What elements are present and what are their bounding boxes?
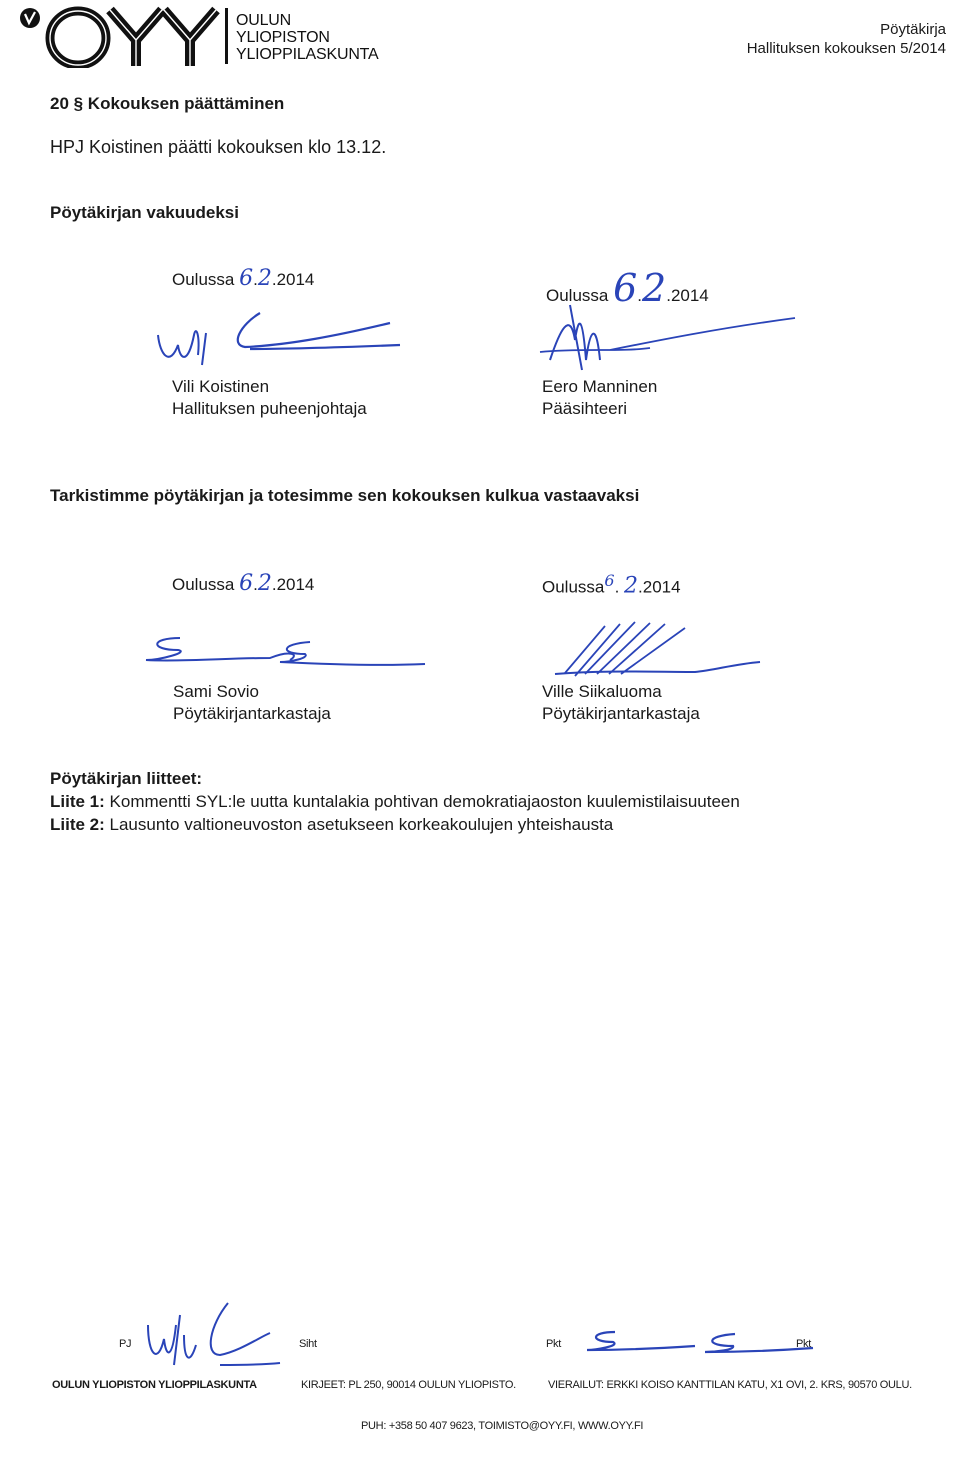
doc-header [747, 20, 946, 58]
signature-siikaluoma [545, 618, 765, 680]
signer-role: Pöytäkirjantarkastaja [173, 704, 331, 723]
signer-name: Eero Manninen [542, 377, 658, 396]
attachment-label: Liite 2: [50, 815, 105, 834]
year: .2014 [271, 270, 315, 289]
handwritten-day: 6 [604, 571, 615, 590]
confirm-title: Pöytäkirjan vakuudeksi [50, 203, 239, 222]
place: Oulussa [542, 577, 605, 597]
check-title: Tarkistimme pöytäkirjan ja totesimme sen kokouksen kulkua vastaavaksi [50, 486, 640, 505]
org-line-1: OULUN [236, 12, 292, 29]
signature-sovio [140, 630, 430, 675]
section-title: 20 § Kokouksen päättäminen [50, 94, 285, 113]
attachments-title: Pöytäkirjan liitteet: [50, 769, 203, 788]
pkt-label-1: Pkt [546, 1338, 561, 1350]
place-date-4: Oulussa6. 2.2014 [542, 571, 681, 599]
signer-name: Vili Koistinen [172, 377, 270, 396]
handwritten-month: 2 [257, 266, 272, 291]
pj-label: PJ [119, 1338, 132, 1350]
place-date-3: Oulussa 6.2.2014 [172, 571, 315, 596]
handwritten-month: 2 [642, 266, 667, 310]
place: Oulussa [172, 270, 235, 289]
place-date-1: Oulussa 6.2.2014 [172, 266, 315, 291]
oyy-logo [18, 4, 223, 68]
section-text: HPJ Koistinen päätti kokouksen klo 13.12. [50, 137, 387, 157]
attachment-text: Lausunto valtioneuvoston asetukseen korkeakoulujen yhteishausta [104, 815, 614, 834]
signer-block-1 [172, 376, 367, 420]
logo-divider [225, 8, 228, 64]
year: .2014 [638, 577, 681, 597]
signer-role: Hallituksen puheenjohtaja [172, 399, 367, 418]
attachment-2 [50, 813, 740, 836]
footer-org: OULUN YLIOPISTON YLIOPPILASKUNTA [52, 1379, 257, 1391]
attachment-text: Kommentti SYL:le uutta kuntalakia pohtivan demokratiajaoston kuulemistilaisuuteen [104, 792, 740, 811]
attachment-label: Liite 1: [50, 792, 105, 811]
siht-label: Siht [299, 1338, 317, 1350]
initials-pj [140, 1295, 290, 1375]
signer-block-4 [542, 681, 700, 725]
place-date-2: Oulussa 6.2.2014 [546, 266, 709, 310]
attachment-1 [50, 790, 740, 813]
footer-mail: KIRJEET: PL 250, 90014 OULUN YLIOPISTO. [301, 1379, 516, 1391]
doc-type: Pöytäkirja [880, 21, 946, 38]
pkt-label-2: Pkt [796, 1338, 811, 1350]
signer-role: Pöytäkirjantarkastaja [542, 704, 700, 723]
handwritten-day: 6 [239, 266, 254, 291]
signer-name: Sami Sovio [173, 682, 259, 701]
org-name [236, 12, 379, 63]
signer-block-2 [542, 376, 657, 420]
attachments [50, 767, 740, 836]
footer-contact: PUH: +358 50 407 9623, TOIMISTO@OYY.FI, WWW.OYY.FI [361, 1420, 644, 1432]
handwritten-month: 2 [624, 573, 639, 599]
signer-role: Pääsihteeri [542, 399, 628, 418]
handwritten-day: 6 [613, 266, 638, 310]
footer-visit: VIERAILUT: ERKKI KOISO KANTTILAN KATU, X1 OVI, 2. KRS, 90570 OULU. [548, 1379, 912, 1391]
signer-block-3 [173, 681, 331, 725]
signature-koistinen [150, 305, 410, 375]
handwritten-day: 6 [239, 571, 254, 596]
handwritten-month: 2 [257, 571, 272, 596]
org-line-3: YLIOPPILASKUNTA [236, 46, 379, 63]
signer-name: Ville Siikaluoma [542, 682, 662, 701]
year: .2014 [666, 286, 709, 305]
doc-meeting: Hallituksen kokouksen 5/2014 [746, 40, 946, 57]
org-line-2: YLIOPISTON [236, 29, 330, 46]
year: .2014 [271, 575, 315, 594]
place: Oulussa [546, 286, 609, 305]
signature-manninen [520, 300, 800, 380]
initials-pkt [585, 1328, 815, 1356]
place: Oulussa [172, 575, 235, 594]
